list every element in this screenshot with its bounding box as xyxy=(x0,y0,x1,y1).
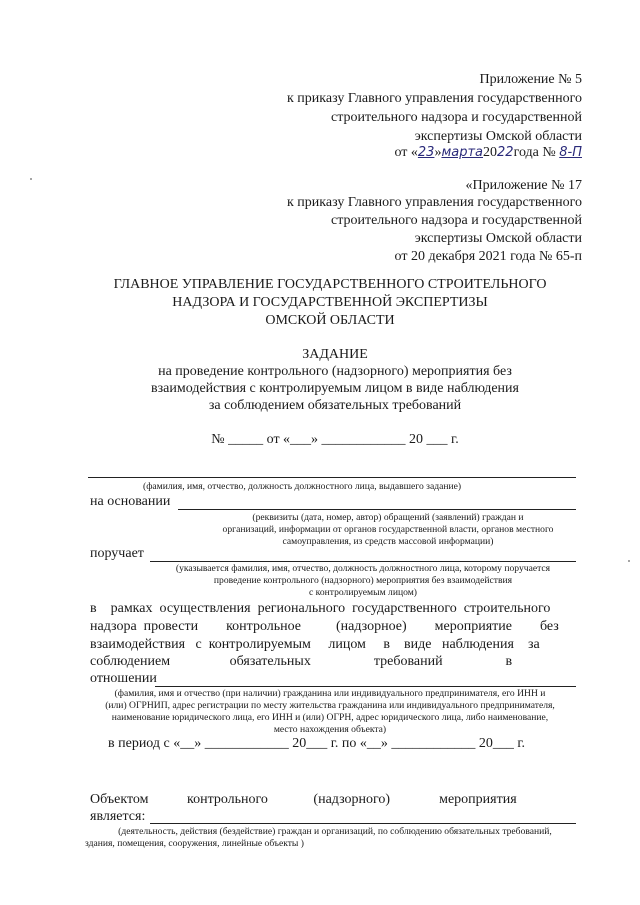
scan-speck xyxy=(628,560,630,562)
task-subtitle-line2: взаимодействия с контролируемым лицом в виде наблюдения xyxy=(151,381,519,396)
annex5-date-mid: » xyxy=(434,145,442,160)
official-hint: (фамилия, имя, отчество, должность должностного лица, выдавшего задание) xyxy=(143,481,462,492)
subject-underline xyxy=(155,686,576,687)
annex5-line1: Приложение № 5 xyxy=(479,72,582,87)
object-line1: Объектом контрольного (надзорного) мероприятия xyxy=(90,792,517,807)
subject-hint-line2: (или) ОГРНИП, адрес регистрации по месту жительства гражданина или индивидуального предпринимателя, xyxy=(105,700,555,711)
assign-hint-line2: проведение контрольного (надзорного) мероприятия без взаимодействия xyxy=(213,575,513,586)
annex5-number: 8-П xyxy=(559,145,582,160)
paragraph-line3: взаимодействия с контролируемым лицом в виде наблюдения за xyxy=(90,637,540,652)
basis-hint-line1: (реквизиты (дата, номер, автор) обращений (заявлений) граждан и xyxy=(252,512,524,523)
task-number-line: № _____ от «___» ____________ 20 ___ г. xyxy=(211,432,459,447)
object-line2: является: xyxy=(90,809,146,824)
annex5-year: 22 xyxy=(497,145,514,160)
object-underline xyxy=(150,823,576,824)
task-subtitle-line3: за соблюдением обязательных требований xyxy=(208,398,462,413)
org-title-line2: НАДЗОРА И ГОСУДАРСТВЕННОЙ ЭКСПЕРТИЗЫ xyxy=(172,295,488,310)
annex5-day: 23 xyxy=(417,145,435,160)
paragraph-line1: в рамках осуществления регионального государственного строительного xyxy=(90,601,551,616)
annex5-date-line xyxy=(394,145,582,161)
subject-hint-line4: место нахождения объекта) xyxy=(273,724,387,735)
task-title: ЗАДАНИЕ xyxy=(302,347,368,362)
annex5-line4: экспертизы Омской области xyxy=(414,129,582,144)
annex17-line2: к приказу Главного управления государственного xyxy=(287,195,582,210)
org-title-line3: ОМСКОЙ ОБЛАСТИ xyxy=(265,313,395,328)
annex5-line2: к приказу Главного управления государственного xyxy=(287,91,582,106)
annex17-line5: от 20 декабря 2021 года № 65-п xyxy=(394,249,582,264)
scan-speck xyxy=(30,178,32,180)
annex5-date-prefix: от « xyxy=(394,145,418,160)
paragraph-line5: отношении xyxy=(90,671,157,686)
basis-hint-line3: самоуправления, из средств массовой информации) xyxy=(282,536,494,547)
annex5-line3: строительного надзора и государственной xyxy=(330,110,582,125)
annex17-line4: экспертизы Омской области xyxy=(414,231,582,246)
annex17-line1: «Приложение № 17 xyxy=(465,178,582,193)
assign-label: поручает xyxy=(90,546,144,561)
assign-hint-line3: с контролируемым лицом) xyxy=(309,587,417,598)
object-hint-line1: (деятельность, действия (бездействие) граждан и организаций, по соблюдению обязательных требований, xyxy=(118,826,552,837)
basis-underline xyxy=(178,509,576,510)
period-line: в период с «__» ____________ 20___ г. по «__» ____________ 20___ г. xyxy=(108,736,526,751)
annex17-line3: строительного надзора и государственной xyxy=(330,213,582,228)
assign-hint-line1: (указывается фамилия, имя, отчество, должность должностного лица, которому поручается xyxy=(175,563,551,574)
paragraph-line4: соблюдением обязательных требований в xyxy=(90,654,513,669)
assign-underline xyxy=(150,561,576,562)
annex5-year-suffix: года № xyxy=(513,145,556,160)
annex5-year-prefix: 20 xyxy=(483,145,498,160)
subject-hint-line3: наименование юридического лица, его ИНН и (или) ОГРН, адрес юридического лица, либо наименование, xyxy=(111,712,549,723)
object-hint-line2: здания, помещения, сооружения, линейные объекты ) xyxy=(85,838,304,849)
official-underline xyxy=(88,477,576,478)
annex5-month: марта xyxy=(441,145,484,160)
subject-hint-line1: (фамилия, имя и отчество (при наличии) гражданина или индивидуального предпринимателя, его ИНН и xyxy=(114,688,546,699)
basis-hint-line2: организаций, информации от органов государственной власти, органов местного xyxy=(222,524,554,535)
task-subtitle-line1: на проведение контрольного (надзорного) мероприятия без xyxy=(158,364,512,379)
org-title-line1: ГЛАВНОЕ УПРАВЛЕНИЕ ГОСУДАРСТВЕННОГО СТРОИТЕЛЬНОГО xyxy=(113,277,547,292)
basis-label: на основании xyxy=(90,494,171,509)
paragraph-line2: надзора провести контрольное (надзорное) мероприятие без xyxy=(90,619,559,634)
